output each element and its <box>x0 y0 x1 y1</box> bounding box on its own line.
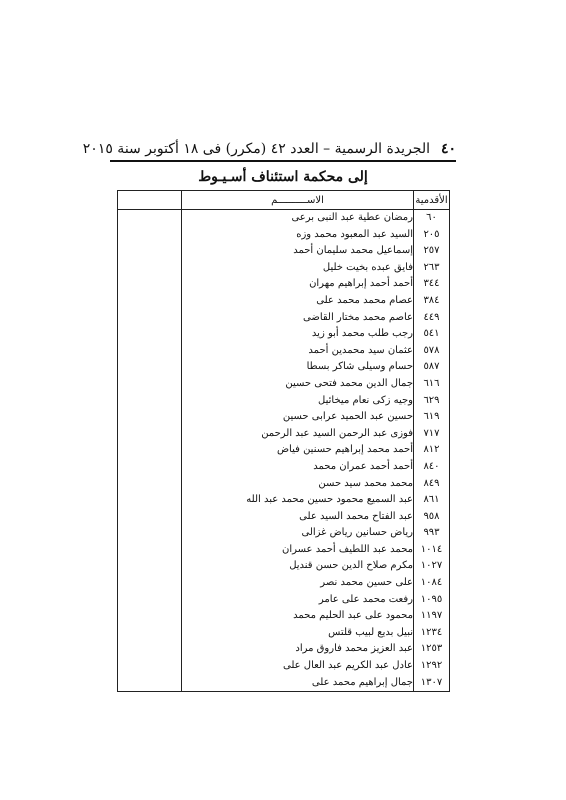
table-row <box>118 326 450 343</box>
table-row <box>118 509 450 526</box>
name-cell: فايق عبده بخيت خليل <box>182 260 414 277</box>
table-row <box>118 525 450 542</box>
seniority-cell: ١٢٩٢ <box>414 658 450 675</box>
name-cell: السيد عبد المعبود محمد وزه <box>182 227 414 244</box>
blank-cell <box>118 243 182 260</box>
seniority-cell: ١٢٣٤ <box>414 625 450 642</box>
blank-column-header <box>118 191 182 210</box>
table-row <box>118 476 450 493</box>
table-row <box>118 542 450 559</box>
seniority-table <box>117 190 450 692</box>
seniority-cell: ٦٠ <box>414 210 450 227</box>
table-row <box>118 293 450 310</box>
table-row <box>118 492 450 509</box>
seniority-cell: ١٠٨٤ <box>414 575 450 592</box>
blank-cell <box>118 641 182 658</box>
blank-cell <box>118 210 182 227</box>
table-row <box>118 243 450 260</box>
name-cell: وجيه زكى نعام ميخائيل <box>182 393 414 410</box>
table-row <box>118 442 450 459</box>
seniority-cell: ٧١٧ <box>414 426 450 443</box>
blank-cell <box>118 293 182 310</box>
blank-cell <box>118 658 182 675</box>
blank-cell <box>118 326 182 343</box>
blank-cell <box>118 359 182 376</box>
table-row <box>118 343 450 360</box>
page-header <box>82 138 456 160</box>
name-cell: عبد العزيز محمد فاروق مراد <box>182 641 414 658</box>
seniority-cell: ١٠٢٧ <box>414 558 450 575</box>
name-cell: عثمان سيد محمدين أحمد <box>182 343 414 360</box>
seniority-cell: ٤٤٩ <box>414 310 450 327</box>
seniority-cell: ٦١٩ <box>414 409 450 426</box>
seniority-cell: ١٣٠٧ <box>414 675 450 692</box>
name-cell: أحمد أحمد إبراهيم مهران <box>182 276 414 293</box>
table-row <box>118 426 450 443</box>
name-cell: عادل عبد الكريم عبد العال على <box>182 658 414 675</box>
blank-cell <box>118 310 182 327</box>
header-rule <box>110 160 456 162</box>
blank-cell <box>118 442 182 459</box>
name-cell: رجب طلب محمد أبو زيد <box>182 326 414 343</box>
name-cell: أحمد محمد إبراهيم حسنين فياض <box>182 442 414 459</box>
table-row <box>118 459 450 476</box>
name-cell: حسام وسيلى شاكر بسطا <box>182 359 414 376</box>
name-cell: إسماعيل محمد سليمان أحمد <box>182 243 414 260</box>
blank-cell <box>118 675 182 692</box>
blank-cell <box>118 343 182 360</box>
blank-cell <box>118 608 182 625</box>
section-title: إلى محكمة استئناف أسـيـوط <box>198 169 368 185</box>
blank-cell <box>118 227 182 244</box>
name-cell: على حسين محمد نصر <box>182 575 414 592</box>
blank-cell <box>118 426 182 443</box>
name-cell: نبيل بديع لبيب قلتس <box>182 625 414 642</box>
blank-cell <box>118 459 182 476</box>
name-cell: جمال الدين محمد فتحى حسين <box>182 376 414 393</box>
blank-cell <box>118 525 182 542</box>
blank-cell <box>118 476 182 493</box>
table-row <box>118 310 450 327</box>
seniority-cell: ٣٤٤ <box>414 276 450 293</box>
seniority-cell: ٩٩٣ <box>414 525 450 542</box>
table-row <box>118 608 450 625</box>
table-header-row <box>118 191 450 210</box>
name-cell: عبد الفتاح محمد السيد على <box>182 509 414 526</box>
blank-cell <box>118 625 182 642</box>
name-cell: أحمد أحمد عمران محمد <box>182 459 414 476</box>
seniority-cell: ٥٤١ <box>414 326 450 343</box>
name-cell: فوزى عبد الرحمن السيد عبد الرحمن <box>182 426 414 443</box>
table-row <box>118 409 450 426</box>
name-cell: عصام محمد محمد على <box>182 293 414 310</box>
seniority-cell: ٨٤٩ <box>414 476 450 493</box>
blank-cell <box>118 409 182 426</box>
name-cell: عاصم محمد مختار القاضى <box>182 310 414 327</box>
table-row <box>118 260 450 277</box>
table-row <box>118 393 450 410</box>
table-row <box>118 675 450 692</box>
seniority-cell: ٥٨٧ <box>414 359 450 376</box>
name-cell: محمد محمد سيد حسن <box>182 476 414 493</box>
blank-cell <box>118 542 182 559</box>
seniority-cell: ٢٦٣ <box>414 260 450 277</box>
table-row <box>118 625 450 642</box>
blank-cell <box>118 575 182 592</box>
seniority-cell: ١٠١٤ <box>414 542 450 559</box>
blank-cell <box>118 276 182 293</box>
name-cell: مكرم صلاح الدين حسن قنديل <box>182 558 414 575</box>
seniority-cell: ١٠٩٥ <box>414 592 450 609</box>
name-cell: عبد السميع محمود حسين محمد عبد الله <box>182 492 414 509</box>
seniority-cell: ٨٤٠ <box>414 459 450 476</box>
table-row <box>118 658 450 675</box>
name-cell: جمال إبراهيم محمد على <box>182 675 414 692</box>
table-body <box>118 210 450 692</box>
name-cell: حسين عبد الحميد عرابى حسين <box>182 409 414 426</box>
table-row <box>118 210 450 227</box>
blank-cell <box>118 492 182 509</box>
seniority-column-header: الأقدمية <box>414 191 450 210</box>
seniority-cell: ٥٧٨ <box>414 343 450 360</box>
seniority-cell: ١١٩٧ <box>414 608 450 625</box>
table-row <box>118 359 450 376</box>
seniority-cell: ٨٦١ <box>414 492 450 509</box>
table-row <box>118 575 450 592</box>
name-column-header: الاســــــــــم <box>182 191 414 210</box>
seniority-cell: ٣٨٤ <box>414 293 450 310</box>
blank-cell <box>118 260 182 277</box>
seniority-cell: ٢٠٥ <box>414 227 450 244</box>
table-row <box>118 641 450 658</box>
seniority-cell: ٦٢٩ <box>414 393 450 410</box>
name-cell: محمود على عبد الحليم محمد <box>182 608 414 625</box>
blank-cell <box>118 592 182 609</box>
blank-cell <box>118 509 182 526</box>
blank-cell <box>118 376 182 393</box>
table-row <box>118 376 450 393</box>
table-row <box>118 592 450 609</box>
page-number: ٤٠ <box>440 141 456 157</box>
name-cell: رفعت محمد على عامر <box>182 592 414 609</box>
seniority-cell: ٨١٢ <box>414 442 450 459</box>
table-row <box>118 276 450 293</box>
seniority-cell: ٢٥٧ <box>414 243 450 260</box>
gazette-title: الجريدة الرسمية – العدد ٤٢ (مكرر) فى ١٨ أكتوبر سنة ٢٠١٥ <box>82 141 430 157</box>
blank-cell <box>118 558 182 575</box>
blank-cell <box>118 393 182 410</box>
name-cell: رمضان عطية عبد النبى برعى <box>182 210 414 227</box>
name-cell: رياض حسانين رياض غزالى <box>182 525 414 542</box>
name-cell: محمد عبد اللطيف أحمد عسران <box>182 542 414 559</box>
table-row <box>118 227 450 244</box>
seniority-cell: ١٢٥٣ <box>414 641 450 658</box>
seniority-cell: ٦١٦ <box>414 376 450 393</box>
table-row <box>118 558 450 575</box>
seniority-cell: ٩٥٨ <box>414 509 450 526</box>
